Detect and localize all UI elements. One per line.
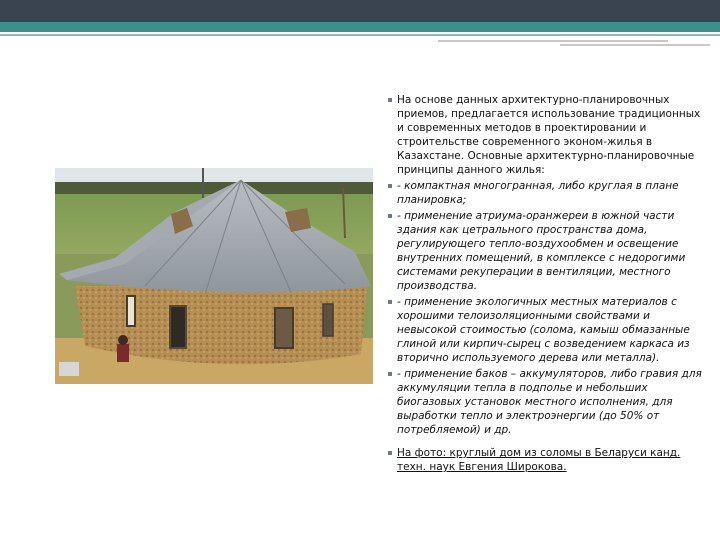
accent-stripe [0,22,720,32]
principle-item: - применение экологичных местных материалов с хорошими телоизоляционными свойствами и невысокой стоимостью (солома, камыш обмазанные глиной или кирпич-сырец с возведением каркаса из вторично используемого дерева или металла). [386,295,706,365]
top-bar [0,0,720,22]
principle-item: - компактная многогранная, либо круглая в плане планировка; [386,179,706,207]
accent-line [0,34,720,36]
round-straw-house-photo [55,168,373,384]
principle-item: - применение баков – аккумуляторов, либо гравия для аккумуляции тепла в подполье и небольших биогазовых установок местного исполнения, для выработки тепло и электроэнергии (до 50% от потребляемой) и др. [386,367,706,437]
body-paragraph: На основе данных архитектурно-планировочных приемов, предлагается использование традиционных и современных методов в проектировании и строительстве современного эконом-жилья в Казахстане. Основные архитектурно-планировочные принципы данного жилья: [386,93,706,177]
principle-item: - применение атриума-оранжереи в южной части здания как цетрального пространства дома, регулирующего тепло-воздухообмен и освещение внутренних помещений, в комплексе с недорогими системами рекуперации в вентиляции, местного производства. [386,209,706,293]
slide-text-block [386,93,706,476]
decor-line [560,44,710,46]
decor-line [438,40,668,42]
photo-caption-link[interactable]: На фото: круглый дом из соломы в Беларуси канд. техн. наук Евгения Широкова. [386,446,706,474]
